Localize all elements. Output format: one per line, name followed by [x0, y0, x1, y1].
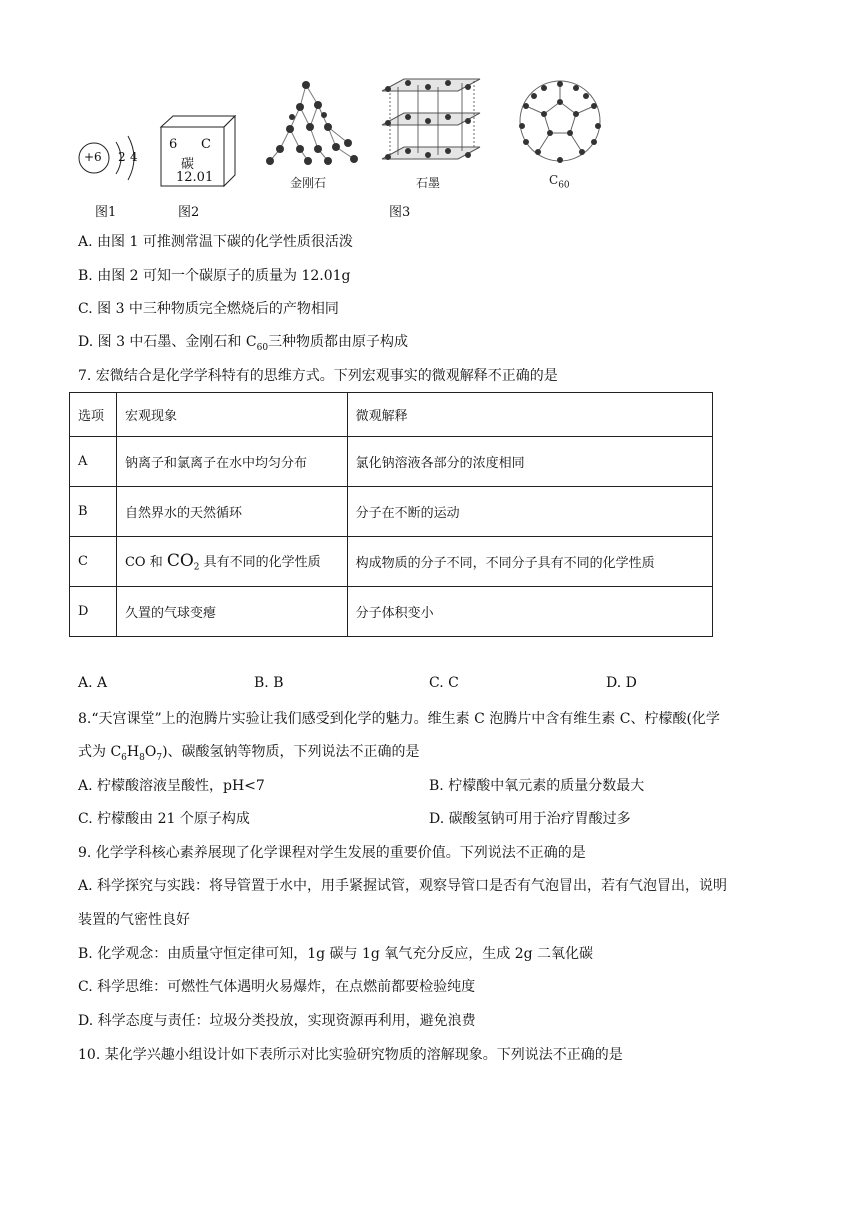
row-option: D: [70, 587, 117, 637]
q9-option-c: C. 科学思维：可燃性气体遇明火易爆炸，在点燃前都要检验纯度: [78, 979, 476, 995]
table-row: [70, 487, 713, 537]
atomic-mass: 12.01: [176, 170, 214, 185]
header-micro: 微观解释: [347, 393, 712, 437]
table-header-row: [70, 393, 713, 437]
table-row: [70, 587, 713, 637]
q8-stem-line1: 8.“天宫课堂”上的泡腾片实验让我们感受到化学的魅力。维生素 C 泡腾片中含有维生素 C、柠檬酸(化学: [78, 711, 720, 727]
diamond-structure-image: [262, 77, 362, 169]
q6-option-c: C. 图 3 中三种物质完全燃烧后的产物相同: [78, 301, 339, 317]
row-macro: CO 和 $CO_2$ 具有不同的化学性质: [116, 537, 347, 587]
q7-answer-c: C. C: [429, 675, 459, 691]
q8-option-a: A. 柠檬酸溶液呈酸性，pH<7: [78, 778, 265, 794]
row-option: B: [70, 487, 117, 537]
row-macro: 自然界水的天然循环: [116, 487, 347, 537]
q7-table: [69, 392, 713, 637]
nucleus-charge: +6: [84, 150, 102, 164]
row-micro: 分子体积变小: [347, 587, 712, 637]
row-option: A: [70, 437, 117, 487]
figure-1-label: 图1: [95, 205, 117, 220]
element-name: 碳: [181, 157, 195, 172]
q6-option-d: D. 图 3 中石墨、金刚石和 $C_{60}$三种物质都由原子构成: [78, 334, 409, 353]
row-micro: 分子在不断的运动: [347, 487, 712, 537]
header-macro: 宏观现象: [116, 393, 347, 437]
q8-option-b: B. 柠檬酸中氧元素的质量分数最大: [429, 778, 645, 794]
row-option: C: [70, 537, 117, 587]
q6-option-b: B. 由图 2 可知一个碳原子的质量为 12.01g: [78, 268, 351, 284]
c60-caption: $C_{60}$: [549, 173, 570, 191]
q7-answer-d: D. D: [606, 675, 637, 691]
row-macro: 久置的气球变瘪: [116, 587, 347, 637]
figure-3-label: 图3: [389, 205, 411, 220]
q9-option-d: D. 科学态度与责任：垃圾分类投放，实现资源再利用，避免浪费: [78, 1013, 476, 1029]
q9-stem: 9. 化学学科核心素养展现了化学课程对学生发展的重要价值。下列说法不正确的是: [78, 845, 586, 861]
shell2-electrons: 4: [130, 150, 138, 164]
table-row: [70, 437, 713, 487]
q7-answer-b: B. B: [254, 675, 284, 691]
q9-option-a-line1: A. 科学探究与实践：将导管置于水中，用手紧握试管，观察导管口是否有气泡冒出，若有气泡冒出，说明: [78, 878, 728, 894]
atomic-number: 6: [169, 137, 178, 152]
row-micro: 氯化钠溶液各部分的浓度相同: [347, 437, 712, 487]
q9-option-b: B. 化学观念：由质量守恒定律可知，1g 碳与 1g 氧气充分反应，生成 2g 二氧化碳: [78, 946, 594, 962]
element-symbol: C: [201, 137, 211, 152]
q8-option-d: D. 碳酸氢钠可用于治疗胃酸过多: [429, 811, 631, 827]
q8-option-c: C. 柠檬酸由 21 个原子构成: [78, 811, 250, 827]
shell1-electrons: 2: [118, 150, 126, 164]
table-row: [70, 537, 713, 587]
q10-stem: 10. 某化学兴趣小组设计如下表所示对比实验研究物质的溶解现象。下列说法不正确的是: [78, 1047, 623, 1063]
c60-structure-image: [514, 76, 606, 166]
row-micro: 构成物质的分子不同，不同分子具有不同的化学性质: [347, 537, 712, 587]
q8-stem-line2: 式为 $C_6H_8O_7$)、碳酸氢钠等物质，下列说法不正确的是: [78, 744, 420, 763]
figure-2-label: 图2: [178, 205, 200, 220]
q6-option-a: A. 由图 1 可推测常温下碳的化学性质很活泼: [78, 234, 353, 250]
graphite-structure-image: [378, 77, 488, 169]
graphite-caption: 石墨: [416, 176, 441, 190]
q7-stem: 7. 宏微结合是化学学科特有的思维方式。下列宏观事实的微观解释不正确的是: [78, 368, 558, 384]
diamond-caption: 金刚石: [290, 176, 327, 190]
header-option: 选项: [70, 393, 117, 437]
q9-option-a-line2: 装置的气密性良好: [78, 912, 190, 928]
row-macro: 钠离子和氯离子在水中均匀分布: [116, 437, 347, 487]
q7-answer-a: A. A: [78, 675, 108, 691]
